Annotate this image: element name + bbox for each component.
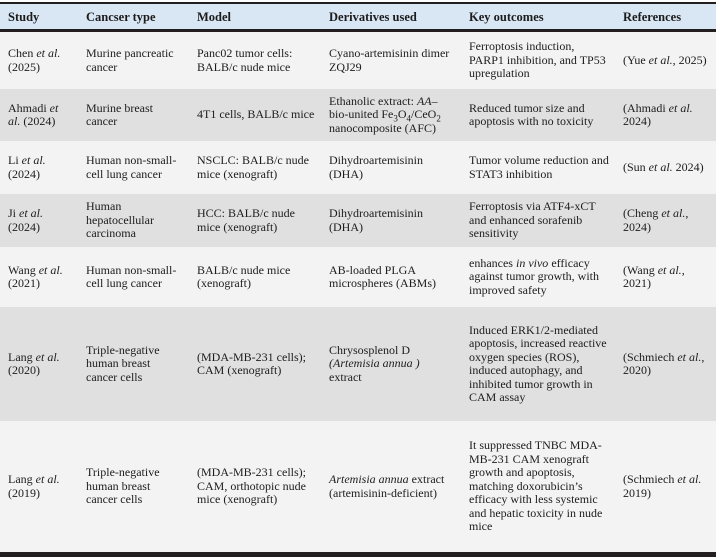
cell-study: Wang et al. (2021) <box>8 262 63 290</box>
table-row <box>0 421 716 552</box>
column-header-references: References <box>623 9 682 24</box>
column-header-key-outcomes: Key outcomes <box>469 9 544 24</box>
cell-references: (Wang et al., 2021) <box>623 262 685 290</box>
table-row <box>0 307 716 421</box>
cell-cancer-type: Murine pancreatic cancer <box>86 46 174 74</box>
cell-model: (MDA-MB-231 cells); CAM, orthotopic nude mice (xenograft) <box>197 465 306 507</box>
cell-model: NSCLC: BALB/c nude mice (xenograft) <box>197 153 310 181</box>
cell-derivatives: Ethanolic extract: AA–bio-united $Fe_3O_4/CeO_2$ nanocomposite (AFC) <box>329 93 441 135</box>
cell-references: (Cheng et al., 2024) <box>623 206 689 234</box>
cell-model: BALB/c nude mice (xenograft) <box>197 262 291 290</box>
cell-outcomes: enhances in vivo efficacy against tumor growth, with improved safety <box>469 255 599 297</box>
cell-cancer-type: Human hepatocellular carcinoma <box>86 199 154 241</box>
table-row <box>0 89 716 141</box>
cell-model: Panc02 tumor cells: BALB/c nude mice <box>197 46 293 74</box>
cell-derivatives: Dihydroartemisinin (DHA) <box>329 206 423 234</box>
cell-references: (Yue et al., 2025) <box>623 52 707 67</box>
cell-references: (Schmiech et al., 2020) <box>623 349 705 377</box>
cell-cancer-type: Triple-negative human breast cancer cells <box>86 465 160 507</box>
cell-study: Chen et al. (2025) <box>8 46 61 74</box>
cell-outcomes: It suppressed TNBC MDA-MB-231 CAM xenograft growth and apoptosis, matching doxorubicin’s efficacy with less systemic and hepatic toxicity in nude mice <box>469 438 603 534</box>
table-row <box>0 194 716 247</box>
cell-references: (Schmiech et al. 2019) <box>623 472 702 500</box>
cell-outcomes: Tumor volume reduction and STAT3 inhibition <box>469 153 609 181</box>
table-body <box>0 32 716 552</box>
cell-derivatives: Cyano-artemisinin dimer ZQJ29 <box>329 46 450 74</box>
cell-outcomes: Ferroptosis induction, PARP1 inhibition, and TP53 upregulation <box>469 39 606 81</box>
cell-study: Li et al. (2024) <box>8 153 46 181</box>
column-header-cancer-type: Cancser type <box>86 9 156 24</box>
cell-model: (MDA-MB-231 cells); CAM (xenograft) <box>197 349 306 377</box>
cell-cancer-type: Human non-small-cell lung cancer <box>86 153 177 181</box>
cell-outcomes: Induced ERK1/2-mediated apoptosis, increased reactive oxygen species (ROS), induced autophagy, and inhibited tumor growth in CAM assay <box>469 322 607 404</box>
cell-outcomes: Reduced tumor size and apoptosis with no toxicity <box>469 100 594 128</box>
cell-derivatives: Artemisia annua extract (artemisinin-deficient) <box>329 472 445 500</box>
column-header-derivatives-used: Derivatives used <box>329 9 417 24</box>
cell-study: Lang et al. (2020) <box>8 349 60 377</box>
cell-cancer-type: Triple-negative human breast cancer cells <box>86 342 160 384</box>
cell-model: HCC: BALB/c nude mice (xenograft) <box>197 206 295 234</box>
table-header-row <box>0 4 716 32</box>
cell-study: Lang et al. (2019) <box>8 472 60 500</box>
cell-derivatives: Chrysosplenol D (Artemisia annua ) extract <box>329 342 420 384</box>
study-summary-table <box>0 2 716 557</box>
table-row <box>0 247 716 307</box>
cell-outcomes: Ferroptosis via ATF4-xCT and enhanced sorafenib sensitivity <box>469 199 596 241</box>
cell-study: Ahmadi et al. (2024) <box>8 100 59 128</box>
cell-model: 4T1 cells, BALB/c mice <box>197 107 315 122</box>
cell-derivatives: Dihydroartemisinin (DHA) <box>329 153 423 181</box>
cell-cancer-type: Murine breast cancer <box>86 100 153 128</box>
table-row <box>0 32 716 89</box>
table-row <box>0 141 716 194</box>
cell-references: (Ahmadi et al. 2024) <box>623 100 693 128</box>
cell-derivatives: AB-loaded PLGA microspheres (ABMs) <box>329 262 436 290</box>
cell-study: Ji et al. (2024) <box>8 206 44 234</box>
column-header-study: Study <box>8 9 40 24</box>
column-header-model: Model <box>197 9 232 24</box>
cell-cancer-type: Human non-small-cell lung cancer <box>86 262 177 290</box>
cell-references: (Sun et al. 2024) <box>623 159 704 174</box>
